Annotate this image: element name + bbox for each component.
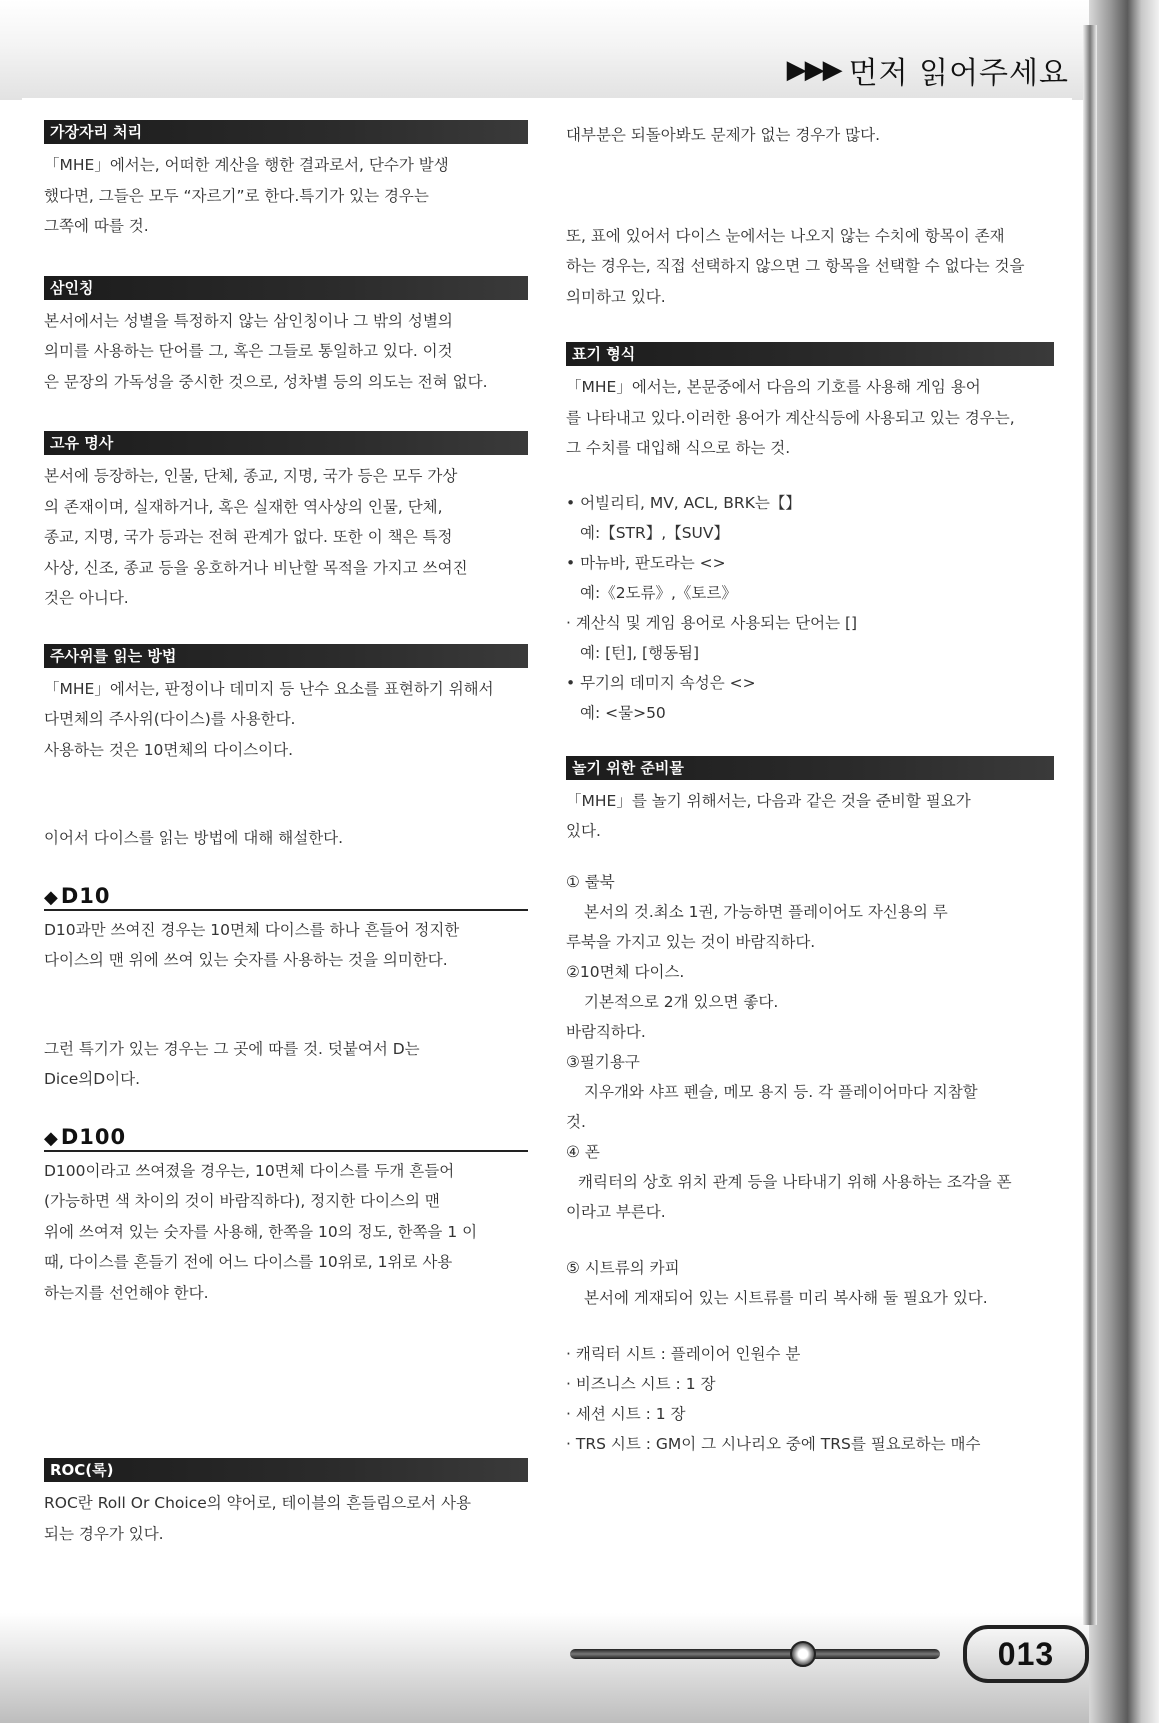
list-item: 본서에 게재되어 있는 시트류를 미리 복사해 둘 필요가 있다. <box>584 1288 988 1307</box>
list-item: ④ 폰 <box>566 1142 600 1161</box>
text-line: 이어서 다이스를 읽는 방법에 대해 해설한다. <box>44 829 344 847</box>
text-line: 다면체의 주사위(다이스)를 사용한다. <box>44 710 296 728</box>
list-item: 기본적으로 2개 있으면 좋다. <box>584 992 779 1011</box>
text-line: 종교, 지명, 국가 등과는 전혀 관계가 없다. 또한 이 책은 특정 <box>44 528 453 546</box>
list-item: 바람직하다. <box>566 1022 646 1041</box>
list-item: ① 룰북 <box>566 872 615 891</box>
subheading-d100 <box>44 1125 528 1152</box>
text-line: 「MHE」에서는, 판정이나 데미지 등 난수 요소를 표현하기 위해서 <box>44 679 494 698</box>
text-line: 했다면, 그들은 모두 “자르기”로 한다.특기가 있는 경우는 <box>44 186 429 205</box>
list-item: 본서의 것.최소 1권, 가능하면 플레이어도 자신용의 루 <box>584 902 948 921</box>
diamond-icon: ◆ <box>44 886 59 908</box>
list-item: 루북을 가지고 있는 것이 바람직하다. <box>566 932 816 951</box>
subheading-text: D10 <box>60 883 111 908</box>
list-item: 캐릭터의 상호 위치 관계 등을 나타내기 위해 사용하는 조각을 폰 <box>578 1172 1012 1191</box>
section-heading: 놀기 위한 준비물 <box>566 756 1054 780</box>
section-heading: 고유 명사 <box>44 431 528 455</box>
list-item: 이라고 부른다. <box>566 1202 666 1221</box>
text-line: 또, 표에 있어서 다이스 눈에서는 나오지 않는 수치에 항목이 존재 <box>566 226 1005 245</box>
text-line: 하는지를 선언해야 한다. <box>44 1283 209 1302</box>
list-item: ③필기용구 <box>566 1052 640 1071</box>
text-line: 본서에 등장하는, 인물, 단체, 종교, 지명, 국가 등은 모두 가상 <box>44 467 458 485</box>
section-heading: 삼인칭 <box>44 276 528 300</box>
sheets-list <box>566 1339 1054 1459</box>
section-d10 <box>44 884 528 1095</box>
list-item: · 계산식 및 게임 용어로 사용되는 단어는 [] <box>566 613 858 632</box>
right-column <box>566 120 1054 1493</box>
left-column <box>44 120 528 1583</box>
diamond-icon: ◆ <box>44 1127 59 1149</box>
text-line: 「MHE」를 놀기 위해서는, 다음과 같은 것을 준비할 필요가 <box>566 791 971 810</box>
text-line: 의미를 사용하는 단어를 그, 혹은 그들로 통일하고 있다. 이것 <box>44 342 453 360</box>
list-item: 예:《2도류》,《토르》 <box>580 583 737 602</box>
frame-right <box>1089 0 1159 1723</box>
text-line: D100이라고 쓰여졌을 경우는, 10면체 다이스를 두개 흔들어 <box>44 1161 455 1180</box>
section-heading: ROC(록) <box>44 1458 528 1482</box>
text-line: 것은 아니다. <box>44 589 129 607</box>
section-edge <box>44 120 528 242</box>
page-header <box>787 48 1069 92</box>
notation-list <box>566 488 1054 728</box>
list-item: • 어빌리티, MV, ACL, BRK는【】 <box>566 493 801 512</box>
text-line: 되는 경우가 있다. <box>44 1524 164 1543</box>
text-line: 본서에서는 성별을 특정하지 않는 삼인칭이나 그 밖의 성별의 <box>44 311 453 330</box>
list-item: · 세션 시트 : 1 장 <box>566 1404 686 1423</box>
text-line: 의미하고 있다. <box>566 287 666 306</box>
text-line: D10과만 쓰여진 경우는 10면체 다이스를 하나 흔들어 정지한 <box>44 920 460 939</box>
text-line: 다이스의 맨 위에 쓰여 있는 숫자를 사용하는 것을 의미한다. <box>44 951 448 969</box>
list-item: • 무기의 데미지 속성은 <> <box>566 673 756 692</box>
list-item: 것. <box>566 1112 586 1131</box>
list-item: 예: <물>50 <box>580 703 666 722</box>
text-line: 있다. <box>566 822 601 840</box>
frame-rail <box>1083 25 1097 1625</box>
section-heading: 표기 형식 <box>566 342 1054 366</box>
subheading-text: D100 <box>60 1124 127 1149</box>
list-item: 예: [턴], [행동됨] <box>580 643 700 662</box>
text-line: 「MHE」에서는, 본문중에서 다음의 기호를 사용해 게임 용어 <box>566 378 981 396</box>
list-item: • 마뉴바, 판도라는 <> <box>566 553 726 572</box>
text-line: 의 존재이며, 실재하거나, 혹은 실재한 역사상의 인물, 단체, <box>44 497 443 516</box>
sheets-block <box>566 1253 1054 1313</box>
list-item: ②10면체 다이스. <box>566 962 685 981</box>
text-line: 대부분은 되돌아봐도 문제가 없는 경우가 많다. <box>566 126 881 144</box>
section-third-person <box>44 276 528 398</box>
text-line: 사용하는 것은 10면체의 다이스이다. <box>44 740 294 759</box>
text-line: (가능하면 색 차이의 것이 바람직하다), 정지한 다이스의 맨 <box>44 1192 440 1210</box>
section-preparation <box>566 756 1054 1459</box>
subheading-d10 <box>44 884 528 911</box>
text-line: 때, 다이스를 흔들기 전에 어느 다이스를 10위로, 1위로 사용 <box>44 1253 453 1271</box>
text-line: 를 나타내고 있다.이러한 용어가 계산식등에 사용되고 있는 경우는, <box>566 408 1015 427</box>
text-line: 그쪽에 따를 것. <box>44 217 149 235</box>
list-item: 예:【STR】,【SUV】 <box>580 523 729 542</box>
list-item: · 캐릭터 시트 : 플레이어 인원수 분 <box>566 1344 801 1363</box>
text-line: ROC란 Roll Or Choice의 약어로, 테이블의 흔들림으로서 사용 <box>44 1494 471 1512</box>
page-title: 먼저 읽어주세요 <box>848 56 1069 91</box>
section-notation <box>566 342 1054 728</box>
page-number: 013 <box>963 1625 1089 1683</box>
text-line: 그 수치를 대입해 식으로 하는 것. <box>566 439 791 457</box>
section-proper-nouns <box>44 431 528 614</box>
list-item: · 비즈니스 시트 : 1 장 <box>566 1374 716 1393</box>
text-line: 그런 특기가 있는 경우는 그 곳에 따를 것. 덧붙여서 D는 <box>44 1039 420 1058</box>
text-line: 은 문장의 가독성을 중시한 것으로, 성차별 등의 의도는 전혀 없다. <box>44 372 488 391</box>
section-heading: 주사위를 읽는 방법 <box>44 644 528 668</box>
section-heading: 가장자리 처리 <box>44 120 528 144</box>
list-item: · TRS 시트 : GM이 그 시나리오 중에 TRS를 필요로하는 매수 <box>566 1434 981 1453</box>
text-line: 사상, 신조, 종교 등을 옹호하거나 비난할 목적을 가지고 쓰여진 <box>44 558 468 577</box>
section-d100 <box>44 1125 528 1309</box>
text-line: 「MHE」에서는, 어떠한 계산을 행한 결과로서, 단수가 발생 <box>44 156 449 174</box>
section-table-note <box>566 221 1054 313</box>
section-dice <box>44 644 528 854</box>
section-roc <box>44 1458 528 1549</box>
list-item: ⑤ 시트류의 카피 <box>566 1258 680 1277</box>
list-item: 지우개와 샤프 펜슬, 메모 용지 등. 각 플레이어마다 지참할 <box>584 1082 978 1101</box>
text-line: 위에 쓰여져 있는 숫자를 사용해, 한쪽을 10의 정도, 한쪽을 1 이 <box>44 1222 478 1241</box>
prep-list <box>566 867 1054 1227</box>
bottom-rail <box>570 1649 940 1659</box>
bottom-knob-icon <box>790 1641 816 1667</box>
text-line: Dice의D이다. <box>44 1070 141 1088</box>
text-line: 하는 경우는, 직접 선택하지 않으면 그 항목을 선택할 수 없다는 것을 <box>566 257 1025 275</box>
header-arrows-icon: ▶▶▶ <box>786 55 841 85</box>
